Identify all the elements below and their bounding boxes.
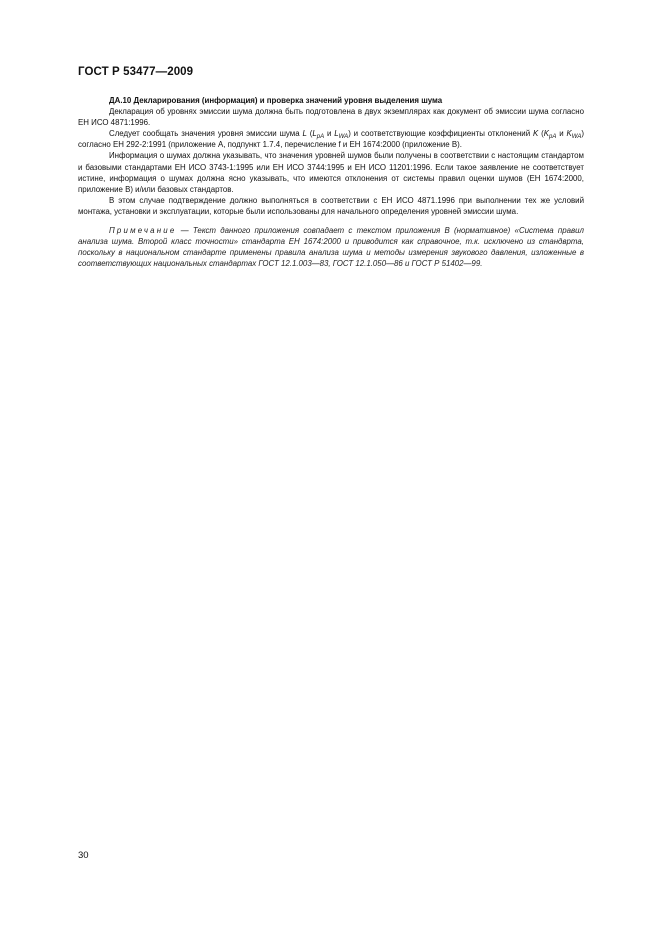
p2-text-g: ) согласно ЕН 292-2:1991 (приложение А, подпункт 1.7.4, перечисление f и ЕН 1674:2000 (приложение В). [78,129,584,150]
symbol-l-wa: L [334,129,339,139]
p2-text-f: и [556,129,567,139]
paragraph-3: Информация о шумах должна указывать, что значения уровней шумов были получены в соответствии с настоящим стандартом и базовыми стандартами ЕН ИСО 3743-1:1995 или ЕН ИСО 3744:1995 и ЕН ИСО 11201:1996. Если такое заявление не соответствует истине, информация о шумах должна ясно указывать, что имеются отклонения от системы правил оценки шумов (ЕН 1674:2000, приложение В) и/или базовых стандартов. [78,151,584,194]
p2-text-a: Следует сообщать значения уровня эмиссии шума [109,129,303,139]
section-title: ДА.10 Декларирования (информация) и проверка значений уровня выделения шума [109,96,443,105]
symbol-k: K [532,129,539,139]
note [78,225,584,269]
symbol-k-pa: K [543,129,550,139]
note-text: — Текст данного приложения совпадает с текстом приложения В (нормативное) «Система правил анализа шума. Второй класс точности» стандарта ЕН 1674:2000 и приводится как справочное, т.к. исключено из стандврта, поскольку в национальном стандарте применены правила анализа шума и методы измерения звукового давления, изложенные в соответствующих национальных стандартах ГОСТ 12.1.003—83, ГОСТ 12.1.050—86 и ГОСТ Р 51402—99. [78,226,584,269]
p2-text-b: ( [306,129,313,139]
subscript-pa-l: pA [316,134,325,141]
p2-text-e: ( [538,129,544,139]
subscript-pa-k: pA [549,134,557,141]
note-label: Примечание [109,226,177,236]
p2-text-c: и [324,129,335,139]
subscript-wa-l: WA [338,134,349,141]
paragraph-4: В этом случае подтверждение должно выполняться в соответствии с ЕН ИСО 4871.1996 при выполнении тех же условий монтажа, установки и эксплуатации, которые были использованы для начального определения уровней эмиссии шума. [78,195,584,216]
symbol-l: L [302,129,307,139]
document-body [78,95,584,269]
symbol-k-wa: K [566,129,572,139]
paragraph-1: Декларация об уровнях эмиссии шума должна быть подготовлена в двух экземплярах как документ об эмиссии шума согласно ЕН ИСО 4871:1996. [78,107,584,128]
subscript-wa-k: WA [571,134,582,141]
page-number: 30 [78,850,89,861]
paragraph-2 [78,128,584,150]
p2-text-d: ) и соответствующие коэффициенты отклонений [348,129,533,139]
symbol-l-pa: L [312,129,317,139]
document-header: ГОСТ Р 53477—2009 [78,66,194,78]
